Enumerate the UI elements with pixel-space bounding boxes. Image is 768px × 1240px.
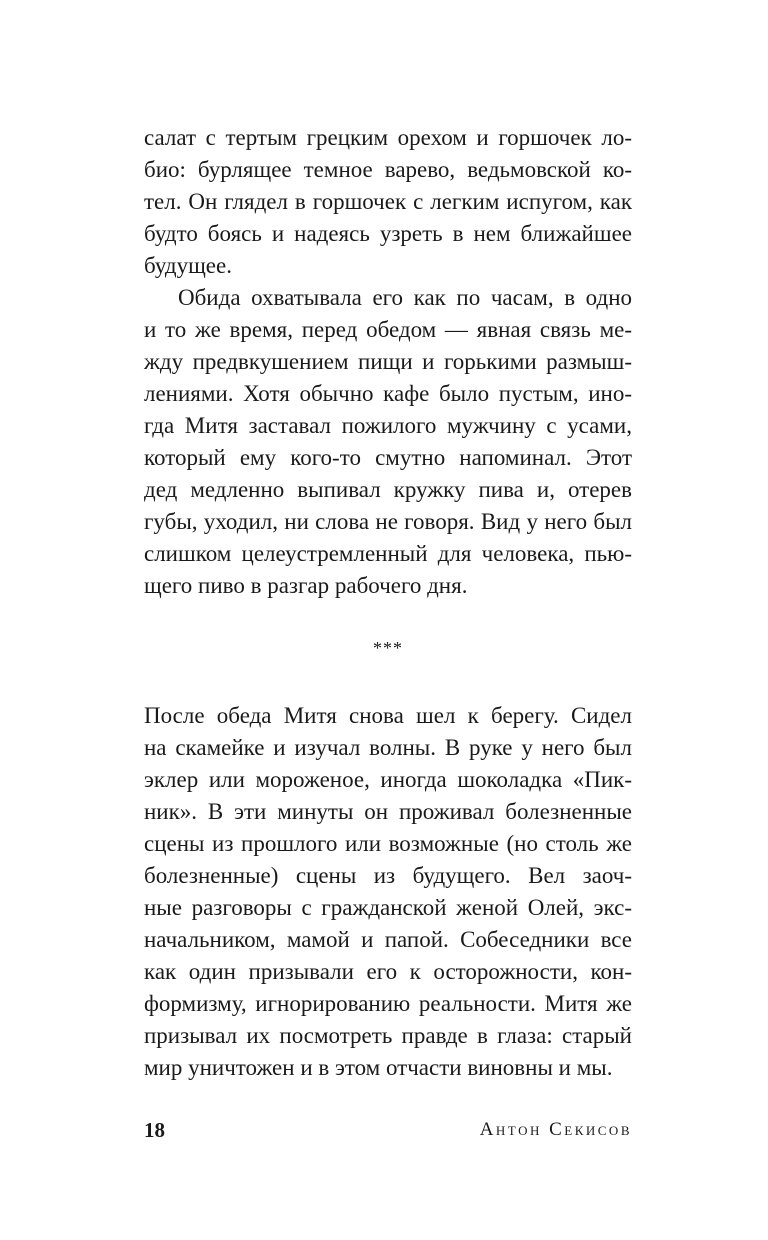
text-line: гда Митя заставал пожилого мужчину с усами, <box>144 413 632 438</box>
text-line: будто боясь и надеясь узреть в нем ближайшее <box>144 221 632 246</box>
text-line: био: бурлящее темное варево, ведьмовской ко- <box>144 157 632 182</box>
text-line: болезненные) сцены из будущего. Вел заоч- <box>144 863 632 888</box>
text-line: на скамейке и изучал волны. В руке у него был <box>144 735 632 760</box>
book-page <box>144 0 632 1240</box>
text-line: лениями. Хотя обычно кафе было пустым, ино- <box>144 381 632 406</box>
text-line: начальником, мамой и папой. Собеседники все <box>144 927 632 952</box>
text-line: мир уничтожен и в этом отчасти виновны и мы. <box>144 1055 613 1080</box>
text-line: тел. Он глядел в горшочек с легким испугом, как <box>144 189 632 214</box>
text-line: салат с тертым грецким орехом и горшочек ло- <box>144 125 632 150</box>
running-footer-author: Антон Секисов <box>479 1119 632 1140</box>
text-line: будущее. <box>144 253 232 278</box>
text-line: и то же время, перед обедом — явная связь ме- <box>144 317 632 342</box>
text-line: который ему кого-то смутно напоминал. Этот <box>144 445 632 470</box>
text-line: жду предвкушением пищи и горькими размыш- <box>144 349 632 374</box>
text-line: ные разговоры с гражданской женой Олей, экс- <box>144 895 632 920</box>
text-line: призывал их посмотреть правде в глаза: старый <box>144 1023 632 1048</box>
text-line: щего пиво в разгар рабочего дня. <box>144 573 468 598</box>
text-line: дед медленно выпивал кружку пива и, отерев <box>144 477 632 502</box>
text-line: После обеда Митя снова шел к берегу. Сидел <box>144 703 632 728</box>
text-line: слишком целеустремленный для человека, пью- <box>144 541 632 566</box>
text-line: как один призывали его к осторожности, кон- <box>144 959 632 984</box>
section-separator: *** <box>373 638 403 658</box>
text-line: сцены из прошлого или возможные (но столь же <box>144 831 632 856</box>
text-line: губы, уходил, ни слова не говоря. Вид у него был <box>144 509 632 534</box>
text-line: ник». В эти минуты он проживал болезненные <box>144 799 632 824</box>
text-line: эклер или мороженое, иногда шоколадка «Пик- <box>144 767 632 792</box>
text-line: формизму, игнорированию реальности. Митя же <box>144 991 632 1016</box>
page-number: 18 <box>144 1118 165 1142</box>
text-line: Обида охватывала его как по часам, в одно <box>178 285 632 310</box>
